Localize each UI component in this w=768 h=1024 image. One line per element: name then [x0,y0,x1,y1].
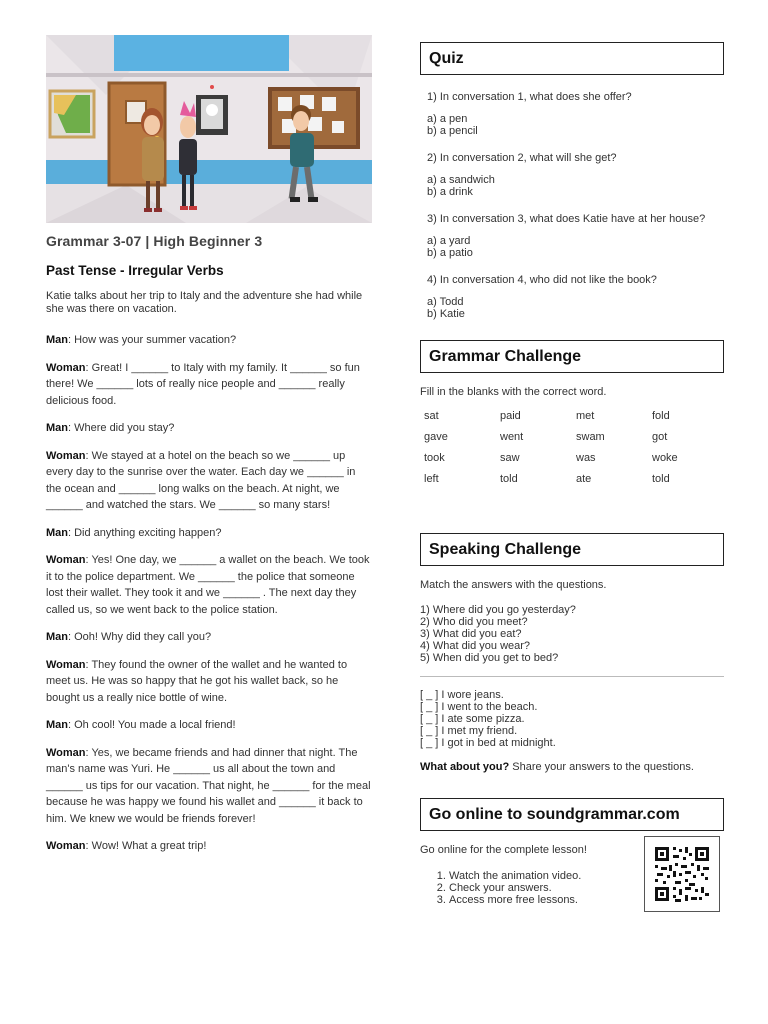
word-bank-item: sat [424,410,439,422]
speaking-question: 2) Who did you meet? [420,616,528,628]
dialogue-line [46,745,372,828]
speaking-answer: [ _ ] I went to the beach. [420,701,538,713]
question-text: 4) In conversation 4, who did not like the book? [427,274,657,286]
option-b: b) a drink [427,185,473,198]
online-section [420,844,724,906]
speaker: Woman [46,658,86,671]
speaking-answer: [ _ ] I wore jeans. [420,689,504,701]
quiz-question [427,90,724,137]
online-intro: Go online for the complete lesson! [420,844,587,856]
online-step: 1. Watch the animation video. [449,870,724,882]
qr-code-icon[interactable] [644,836,720,912]
dialogue-line [46,552,372,618]
dialogue-line [46,657,372,707]
word-bank-item: told [500,473,518,485]
option-a: a) a pen [427,113,468,125]
dialogue-line [46,838,372,855]
line-text: : Wow! What a great trip! [85,840,207,852]
speaking-answer: [ _ ] I met my friend. [420,725,518,737]
word-bank [420,410,724,485]
dialogue-line [46,629,372,646]
speaker: Woman [46,746,86,759]
lesson-title: Grammar 3-07 | High Beginner 3 [46,233,263,249]
word-bank-item: gave [424,431,448,443]
word-bank-item: got [652,431,668,443]
quiz-title: Quiz [420,42,724,75]
about-you-label: What about you? [420,761,510,773]
option-b: b) a patio [427,246,473,259]
about-you [420,761,724,773]
word-bank-item: was [576,452,596,464]
left-column [46,35,372,866]
classroom-scene [46,35,372,223]
quiz-question [427,151,724,198]
word-bank-item: saw [500,452,520,464]
speaker: Man [46,719,68,731]
word-bank-item: fold [652,410,670,422]
speaking-answers [420,689,724,749]
speaker: Woman [46,361,86,374]
lesson-intro: Katie talks about her trip to Italy and the adventure she had while she was there on vacation. [46,290,363,315]
speaking-questions [420,604,724,664]
about-you-text: Share your answers to the questions. [509,761,694,773]
word-bank-item: woke [652,452,678,464]
dialogue-line [46,420,372,437]
word-bank-item: told [652,473,670,485]
word-bank-item: took [424,452,445,464]
divider [420,676,724,677]
speaking-answer: [ _ ] I got in bed at midnight. [420,737,556,749]
question-text: 1) In conversation 1, what does she offer? [427,91,632,103]
line-text: : Where did you stay? [68,422,175,434]
word-bank-item: swam [576,431,605,443]
option-b: b) a pencil [427,124,478,137]
speaking-question: 1) Where did you go yesterday? [420,604,576,616]
option-a: a) a sandwich [427,174,495,186]
quiz-question [427,212,724,259]
line-text: : Great! I ______ to Italy with my family. It ______ so fun there! We ______ lots of really nice people and ______ really delicious food. [46,361,360,407]
option-b: b) Katie [427,307,465,320]
online-step: 2. Check your answers. [449,882,724,894]
line-text: : We stayed at a hotel on the beach so we ______ up every day to the sunrise over the water. Each day we ______ in the ocean and ______ long walks on the beach. At night, we ______ and watched the stars. We ______ so many stars! [46,449,356,511]
word-bank-item: went [500,431,524,443]
speaker: Man [46,422,68,434]
speaker: Woman [46,840,86,852]
line-text: : How was your summer vacation? [68,334,237,346]
line-text: : They found the owner of the wallet and he wanted to meet us. He was so happy that he got his wallet back, so he bought us a really nice bottle of wine. [46,658,348,704]
word-bank-item: met [576,410,595,422]
dialogue-line [46,360,372,410]
word-bank-item: left [424,473,439,485]
option-a: a) a yard [427,235,471,247]
speaker: Man [46,526,68,539]
grammar-challenge-title: Grammar Challenge [420,340,724,373]
quiz-question [427,273,724,320]
speaker: Man [46,334,68,346]
speaking-instruction: Match the answers with the questions. [420,579,607,591]
speaking-question: 4) What did you wear? [420,640,531,652]
line-text: : Did anything exciting happen? [68,526,222,539]
online-title: Go online to soundgrammar.com [420,798,724,831]
lesson-topic: Past Tense - Irregular Verbs [46,263,224,278]
speaker: Man [46,631,68,643]
dialogue [46,332,372,855]
line-text: : Ooh! Why did they call you? [68,631,212,643]
speaking-question: 5) When did you get to bed? [420,652,559,664]
speaking-challenge-title: Speaking Challenge [420,533,724,566]
right-column [420,42,724,906]
speaker: Woman [46,554,86,566]
line-text: : Oh cool! You made a local friend! [68,719,236,731]
speaking-answer: [ _ ] I ate some pizza. [420,713,525,725]
question-text: 3) In conversation 3, what does Katie have at her house? [427,213,706,225]
speaking-question: 3) What did you eat? [420,628,522,640]
speaker: Woman [46,449,86,462]
quiz-questions [420,90,724,320]
dialogue-line [46,448,372,514]
lesson-illustration [46,35,372,223]
line-text: : Yes, we became friends and had dinner that night. The man's name was Yuri. He ______ us all about the town and ______ us tips for our vacation. That night, he ______ for the meal because he was happy we found his wallet and ______ it back to him. We knew we would be friends forever! [46,746,371,825]
line-text: : Yes! One day, we ______ a wallet on the beach. We took it to the police department. We ______ the police that someone lost their wallet. They took it and we ______ . The next day they called us, so we went back to the police station. [46,554,370,616]
grammar-instruction: Fill in the blanks with the correct word. [420,386,607,398]
word-bank-item: paid [500,410,521,422]
online-step: 3. Access more free lessons. [449,894,724,906]
word-bank-item: ate [576,473,592,485]
dialogue-line [46,332,372,349]
dialogue-line [46,525,372,542]
dialogue-line [46,717,372,734]
question-text: 2) In conversation 2, what will she get? [427,152,617,164]
option-a: a) Todd [427,296,464,308]
